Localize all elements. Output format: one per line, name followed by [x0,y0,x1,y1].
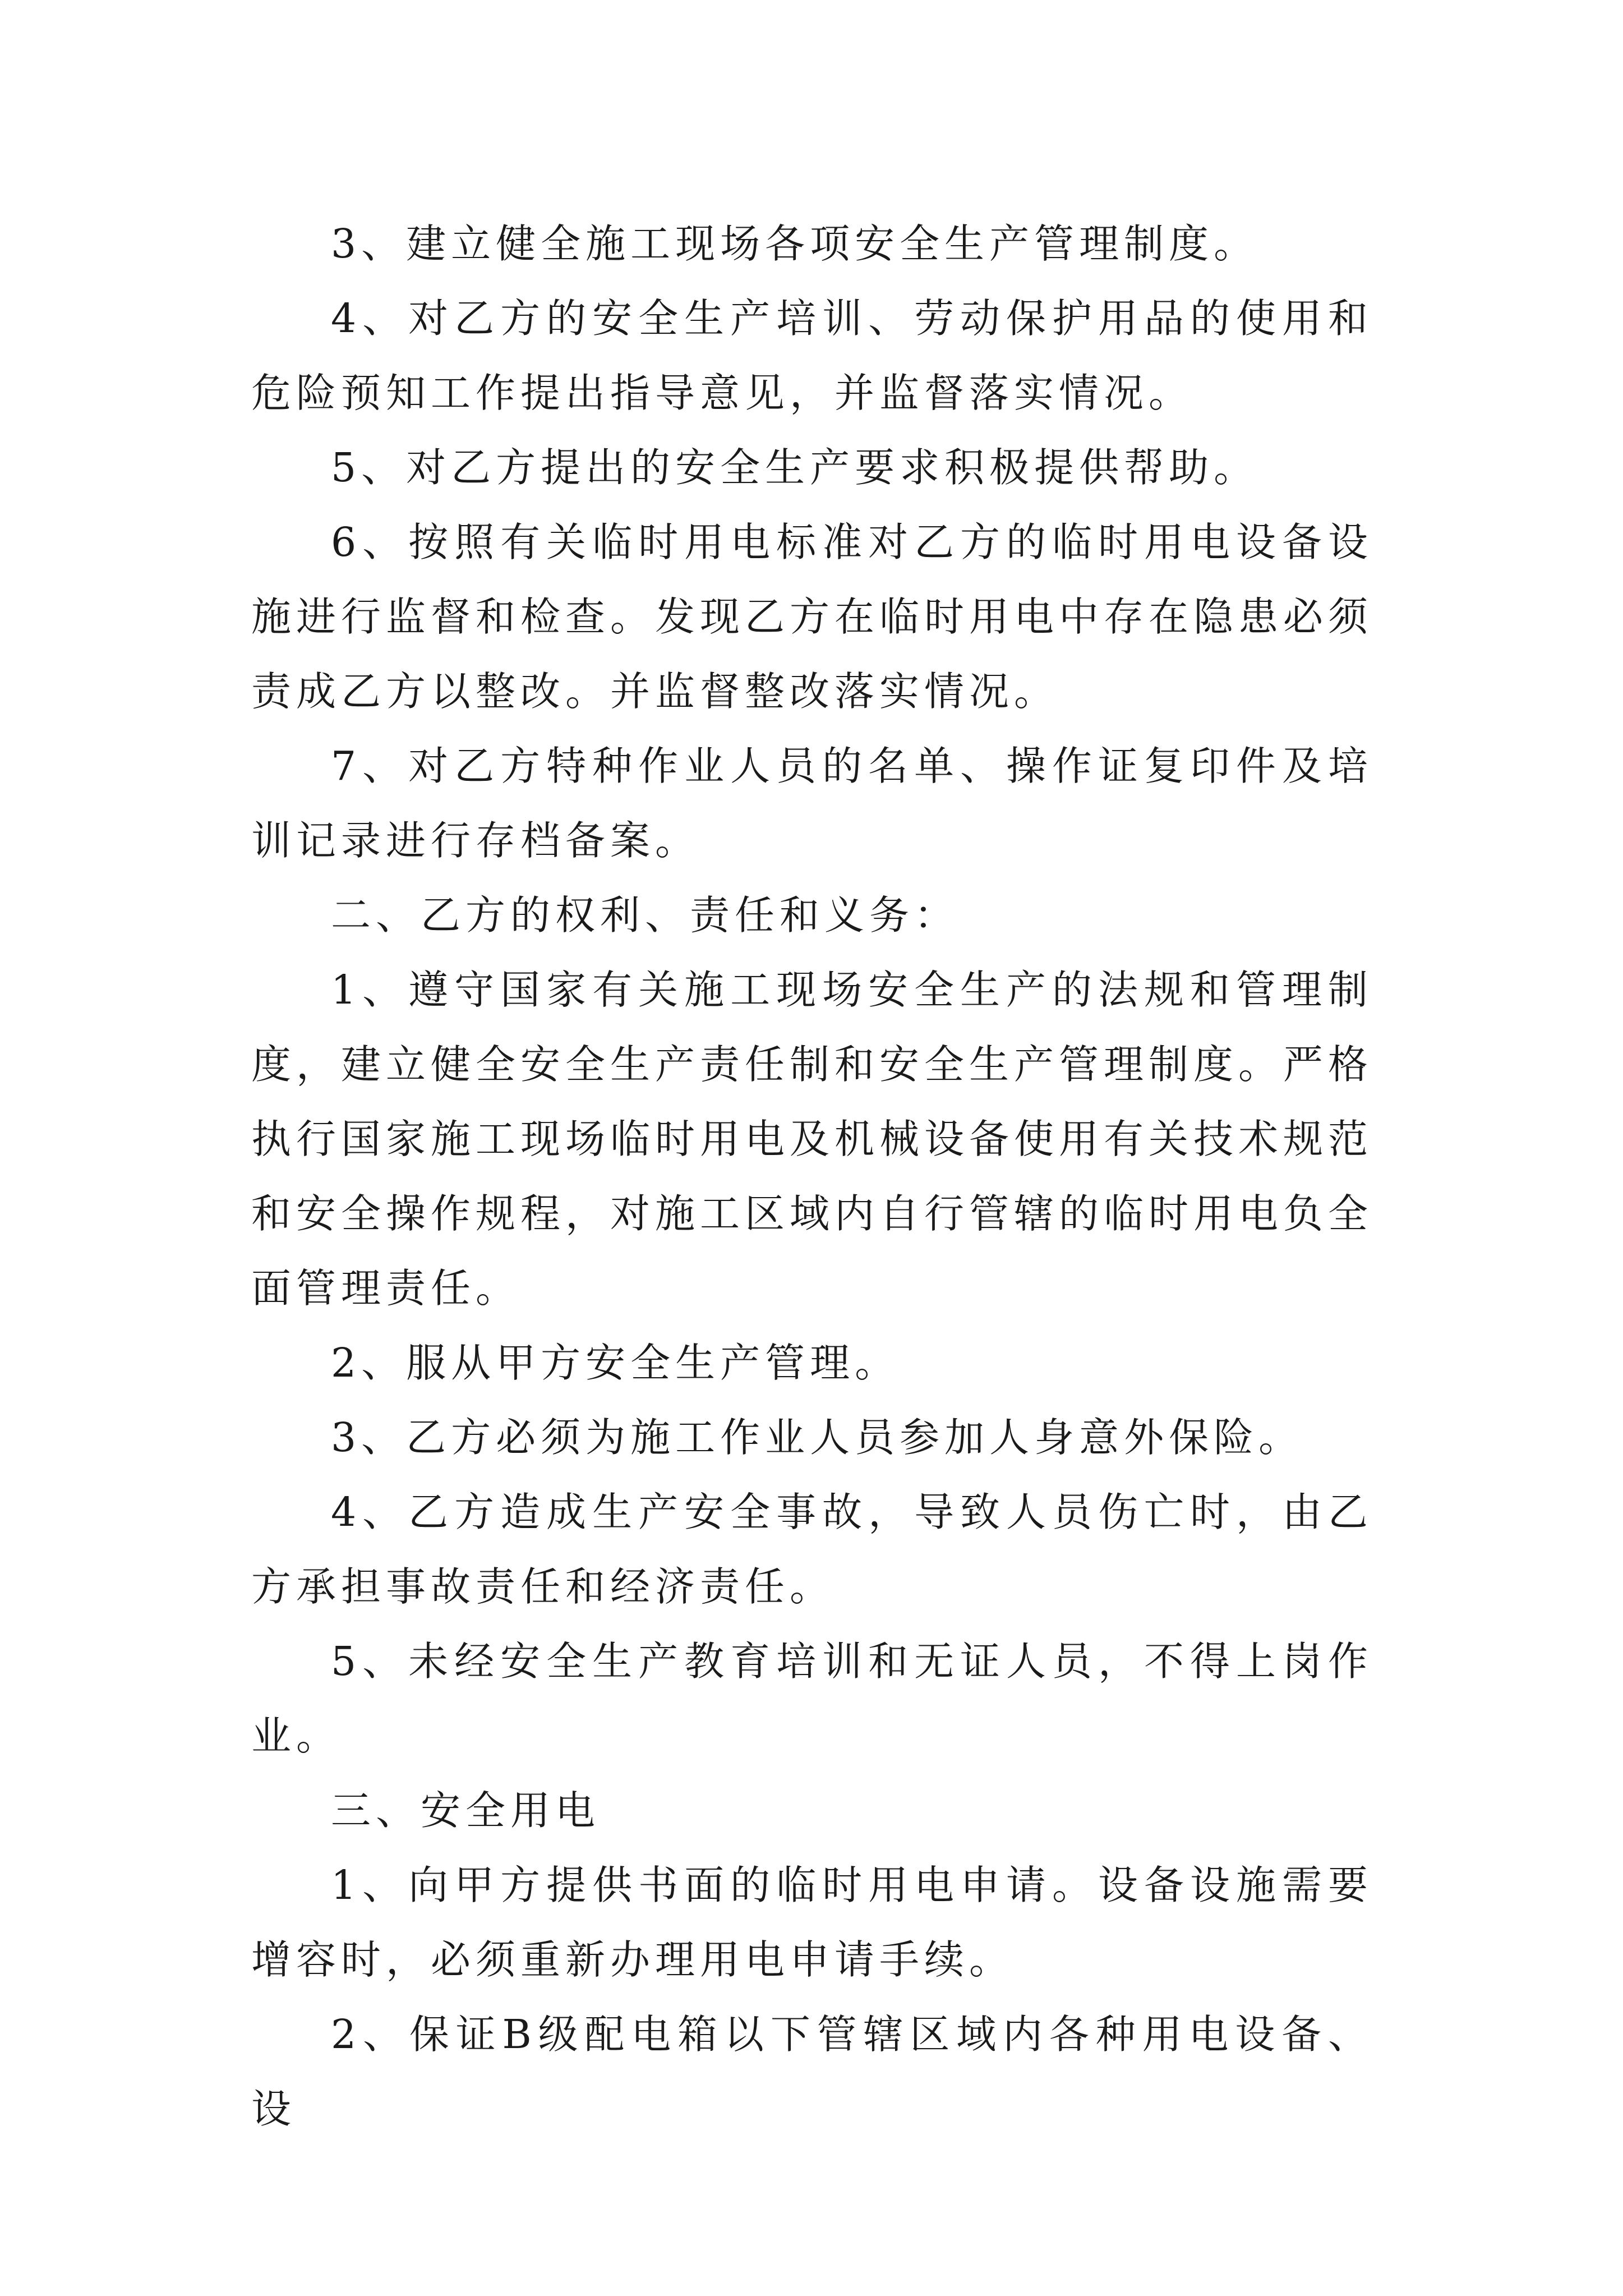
document-body [251,206,1373,2146]
section-heading-party-b-rights: 二、乙方的权利、责任和义务： [331,892,960,938]
paragraph-item-6-electricity-inspection: 6、按照有关临时用电标准对乙方的临时用电设备设施进行监督和检查。发现乙方在临时用电中存在隐患必须责成乙方以整改。并监督整改落实情况。 [251,519,1373,715]
paragraph-item-1-comply-regulations: 1、遵守国家有关施工现场安全生产的法规和管理制度，建立健全安全生产责任制和安全生产管理制度。严格执行国家施工现场临时用电及机械设备使用有关技术规范和安全操作规程，对施工区域内自行管辖的临时用电负全面管理责任。 [251,967,1373,1312]
section-heading-safe-electricity: 三、安全用电 [331,1787,601,1834]
paragraph-item-1-electricity-application: 1、向甲方提供书面的临时用电申请。设备设施需要增容时，必须重新办理用电申请手续。 [251,1862,1373,1983]
paragraph-item-3-establish-rules: 3、建立健全施工现场各项安全生产管理制度。 [331,220,1259,267]
paragraph-item-5-certification: 5、未经安全生产教育培训和无证人员，不得上岗作业。 [251,1638,1373,1759]
paragraph-item-4-accident-liability: 4、乙方造成生产安全事故，导致人员伤亡时，由乙方承担事故责任和经济责任。 [251,1489,1373,1610]
paragraph-item-7-records: 7、对乙方特种作业人员的名单、操作证复印件及培训记录进行存档备案。 [251,743,1373,864]
paragraph-item-2-distribution-box: 2、保证B级配电箱以下管辖区域内各种用电设备、设 [251,2011,1373,2132]
paragraph-item-5-assistance: 5、对乙方提出的安全生产要求积极提供帮助。 [331,444,1259,491]
paragraph-item-4-training-guidance: 4、对乙方的安全生产培训、劳动保护用品的使用和危险预知工作提出指导意见，并监督落实情况。 [251,295,1373,416]
paragraph-item-2-obey-management: 2、服从甲方安全生产管理。 [331,1340,900,1386]
paragraph-item-3-insurance: 3、乙方必须为施工作业人员参加人身意外保险。 [331,1414,1304,1461]
